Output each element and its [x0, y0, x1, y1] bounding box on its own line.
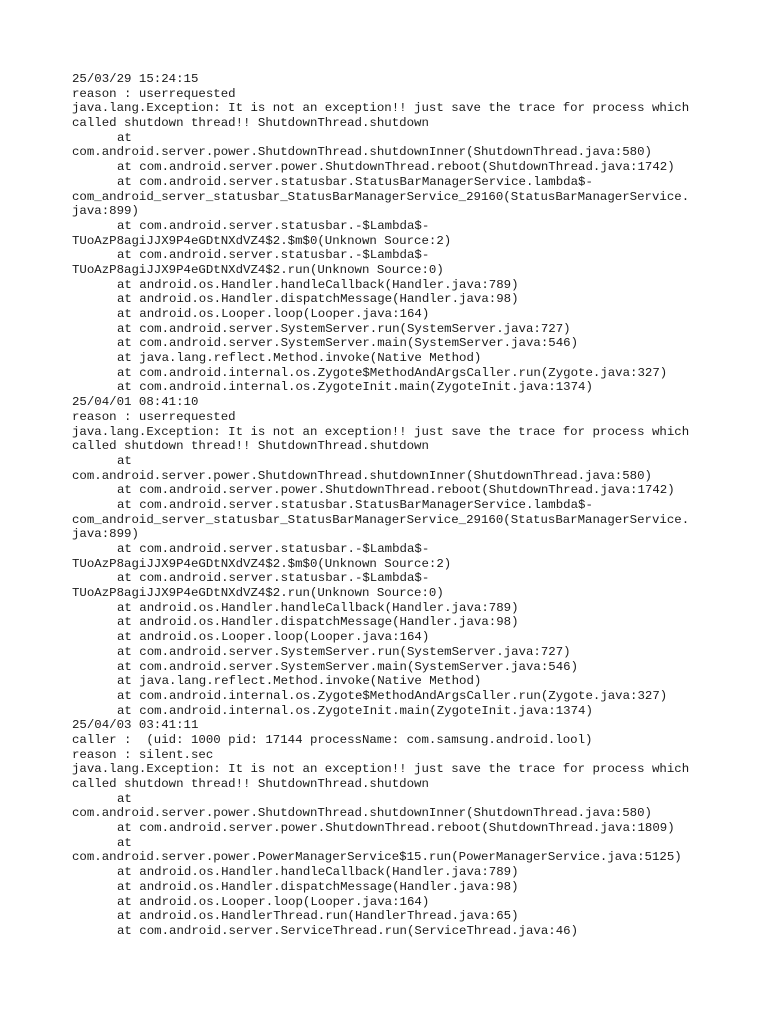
log-line: at android.os.Looper.loop(Looper.java:164) [117, 630, 430, 645]
log-text [72, 72, 712, 939]
log-line: at android.os.Handler.handleCallback(Handler.java:789) [117, 600, 519, 615]
log-line: at [117, 791, 132, 806]
log-line: at [117, 453, 132, 468]
log-line: at android.os.Handler.handleCallback(Handler.java:789) [117, 277, 519, 292]
log-line: java.lang.Exception: It is not an exception!! just save the trace for process which [72, 101, 690, 116]
log-line: at android.os.Handler.dispatchMessage(Handler.java:98) [117, 292, 519, 307]
log-line: com.android.server.power.ShutdownThread.shutdownInner(ShutdownThread.java:580) [72, 145, 652, 160]
log-line: caller : (uid: 1000 pid: 17144 processName: com.samsung.android.lool) [72, 732, 593, 747]
log-line: java.lang.Exception: It is not an exception!! just save the trace for process which [72, 424, 690, 439]
log-line: java:899) [72, 204, 139, 219]
log-line: at com.android.server.statusbar.-$Lambda$- [117, 571, 430, 586]
log-line: at com.android.internal.os.Zygote$MethodAndArgsCaller.run(Zygote.java:327) [117, 688, 668, 703]
log-line: at com.android.server.statusbar.-$Lambda$- [117, 218, 430, 233]
log-line: at com.android.server.SystemServer.run(SystemServer.java:727) [117, 644, 571, 659]
log-line: at com.android.server.statusbar.StatusBarManagerService.lambda$- [117, 174, 593, 189]
log-line: at com.android.server.SystemServer.run(SystemServer.java:727) [117, 321, 571, 336]
log-line: called shutdown thread!! ShutdownThread.shutdown [72, 116, 429, 131]
log-line: java.lang.Exception: It is not an exception!! just save the trace for process which [72, 762, 690, 777]
log-line: at com.android.server.SystemServer.main(SystemServer.java:546) [117, 336, 579, 351]
log-line: at com.android.internal.os.ZygoteInit.main(ZygoteInit.java:1374) [117, 380, 593, 395]
log-line: at com.android.server.SystemServer.main(SystemServer.java:546) [117, 659, 579, 674]
log-line: at [117, 130, 132, 145]
log-line: TUoAzP8agiJJX9P4eGDtNXdVZ4$2.$m$0(Unknown Source:2) [72, 233, 452, 248]
log-line: at android.os.Handler.dispatchMessage(Handler.java:98) [117, 615, 519, 630]
log-line: at com.android.server.power.ShutdownThread.reboot(ShutdownThread.java:1742) [117, 483, 675, 498]
log-line: reason : userrequested [72, 86, 236, 101]
log-line: at [117, 835, 132, 850]
log-line: com_android_server_statusbar_StatusBarManagerService_29160(StatusBarManagerService. [72, 189, 690, 204]
log-line: at com.android.server.statusbar.-$Lambda$- [117, 248, 430, 263]
log-line: TUoAzP8agiJJX9P4eGDtNXdVZ4$2.$m$0(Unknown Source:2) [72, 556, 452, 571]
log-line: at com.android.internal.os.ZygoteInit.main(ZygoteInit.java:1374) [117, 703, 593, 718]
log-line: java:899) [72, 527, 139, 542]
log-line: com_android_server_statusbar_StatusBarManagerService_29160(StatusBarManagerService. [72, 512, 690, 527]
log-line: 25/03/29 15:24:15 [72, 72, 199, 86]
log-line: TUoAzP8agiJJX9P4eGDtNXdVZ4$2.run(Unknown Source:0) [72, 262, 444, 277]
log-line: at java.lang.reflect.Method.invoke(Native Method) [117, 351, 482, 366]
log-line: called shutdown thread!! ShutdownThread.shutdown [72, 439, 429, 454]
log-line: at com.android.server.power.ShutdownThread.reboot(ShutdownThread.java:1809) [117, 821, 675, 836]
log-line: reason : userrequested [72, 409, 236, 424]
log-line: at java.lang.reflect.Method.invoke(Native Method) [117, 674, 482, 689]
log-line: reason : silent.sec [72, 747, 214, 762]
log-line: at com.android.server.statusbar.-$Lambda$- [117, 542, 430, 556]
log-line: at android.os.Handler.dispatchMessage(Handler.java:98) [117, 879, 519, 894]
log-line: at com.android.internal.os.Zygote$MethodAndArgsCaller.run(Zygote.java:327) [117, 365, 668, 380]
log-line: at android.os.HandlerThread.run(HandlerThread.java:65) [117, 909, 519, 924]
log-line: called shutdown thread!! ShutdownThread.shutdown [72, 777, 429, 791]
log-line: at android.os.Looper.loop(Looper.java:164) [117, 894, 430, 909]
log-line: at android.os.Handler.handleCallback(Handler.java:789) [117, 865, 519, 880]
log-line: com.android.server.power.PowerManagerService$15.run(PowerManagerService.java:5125) [72, 850, 682, 865]
log-line: 25/04/01 08:41:10 [72, 395, 199, 410]
log-line: TUoAzP8agiJJX9P4eGDtNXdVZ4$2.run(Unknown Source:0) [72, 586, 444, 601]
log-line: at android.os.Looper.loop(Looper.java:164) [117, 307, 430, 321]
log-line: 25/04/03 03:41:11 [72, 718, 199, 733]
log-line: at com.android.server.power.ShutdownThread.reboot(ShutdownThread.java:1742) [117, 160, 675, 175]
log-line: at com.android.server.ServiceThread.run(ServiceThread.java:46) [117, 923, 579, 938]
log-line: com.android.server.power.ShutdownThread.shutdownInner(ShutdownThread.java:580) [72, 806, 652, 821]
log-line: at com.android.server.statusbar.StatusBarManagerService.lambda$- [117, 497, 593, 512]
log-line: com.android.server.power.ShutdownThread.shutdownInner(ShutdownThread.java:580) [72, 468, 652, 483]
